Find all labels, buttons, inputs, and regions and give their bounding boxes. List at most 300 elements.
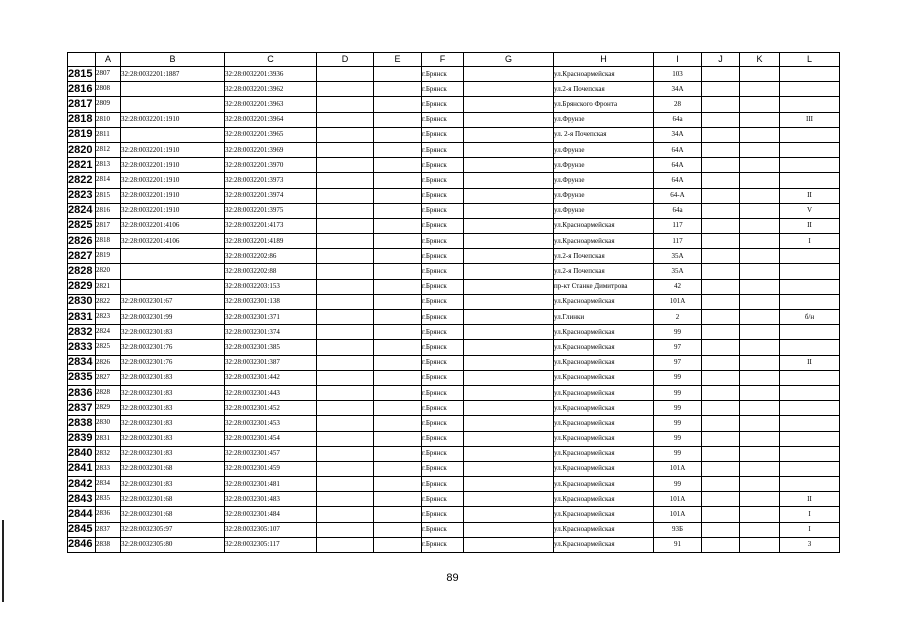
column-header-j[interactable]: J	[702, 53, 740, 67]
cell-c[interactable]: 32:28:0032201:3965	[225, 127, 317, 142]
cell-c[interactable]: 32:28:0032201:3936	[225, 67, 317, 82]
row-number[interactable]: 2844	[68, 507, 96, 522]
cell-d[interactable]	[317, 416, 374, 431]
cell-h[interactable]: ул.Красноармейская	[554, 507, 654, 522]
cell-l[interactable]	[780, 97, 840, 112]
cell-e[interactable]	[374, 370, 422, 385]
cell-k[interactable]	[740, 127, 780, 142]
cell-f[interactable]: г.Брянск	[422, 218, 464, 233]
cell-i[interactable]: 91	[654, 537, 702, 552]
cell-j[interactable]	[702, 188, 740, 203]
cell-a[interactable]: 2822	[96, 294, 121, 309]
cell-e[interactable]	[374, 325, 422, 340]
cell-d[interactable]	[317, 188, 374, 203]
cell-g[interactable]	[464, 461, 554, 476]
cell-g[interactable]	[464, 97, 554, 112]
cell-l[interactable]	[780, 127, 840, 142]
cell-j[interactable]	[702, 173, 740, 188]
cell-f[interactable]: г.Брянск	[422, 416, 464, 431]
cell-d[interactable]	[317, 401, 374, 416]
cell-i[interactable]: 117	[654, 218, 702, 233]
cell-d[interactable]	[317, 492, 374, 507]
cell-e[interactable]	[374, 492, 422, 507]
cell-a[interactable]: 2810	[96, 112, 121, 127]
cell-c[interactable]: 32:28:0032301:459	[225, 461, 317, 476]
cell-e[interactable]	[374, 158, 422, 173]
row-number[interactable]: 2846	[68, 537, 96, 552]
cell-c[interactable]: 32:28:0032305:117	[225, 537, 317, 552]
cell-a[interactable]: 2832	[96, 446, 121, 461]
row-number[interactable]: 2843	[68, 492, 96, 507]
cell-f[interactable]: г.Брянск	[422, 507, 464, 522]
row-number[interactable]: 2831	[68, 310, 96, 325]
cell-d[interactable]	[317, 218, 374, 233]
cell-j[interactable]	[702, 340, 740, 355]
cell-c[interactable]: 32:28:0032201:3974	[225, 188, 317, 203]
cell-d[interactable]	[317, 279, 374, 294]
cell-k[interactable]	[740, 537, 780, 552]
cell-f[interactable]: г.Брянск	[422, 173, 464, 188]
cell-h[interactable]: ул.Красноармейская	[554, 537, 654, 552]
cell-e[interactable]	[374, 203, 422, 218]
cell-e[interactable]	[374, 507, 422, 522]
row-number[interactable]: 2816	[68, 82, 96, 97]
cell-e[interactable]	[374, 537, 422, 552]
cell-l[interactable]	[780, 325, 840, 340]
cell-i[interactable]: 99	[654, 385, 702, 400]
row-number[interactable]: 2830	[68, 294, 96, 309]
cell-d[interactable]	[317, 67, 374, 82]
cell-f[interactable]: г.Брянск	[422, 522, 464, 537]
cell-h[interactable]: ул.Красноармейская	[554, 355, 654, 370]
cell-g[interactable]	[464, 446, 554, 461]
cell-g[interactable]	[464, 294, 554, 309]
cell-k[interactable]	[740, 158, 780, 173]
cell-e[interactable]	[374, 294, 422, 309]
corner-cell[interactable]	[68, 53, 96, 67]
cell-g[interactable]	[464, 537, 554, 552]
cell-g[interactable]	[464, 127, 554, 142]
cell-h[interactable]: ул. 2-я Почепская	[554, 127, 654, 142]
cell-j[interactable]	[702, 97, 740, 112]
cell-j[interactable]	[702, 385, 740, 400]
cell-g[interactable]	[464, 173, 554, 188]
cell-h[interactable]: пр-кт Станке Димитрова	[554, 279, 654, 294]
row-number[interactable]: 2820	[68, 142, 96, 157]
cell-l[interactable]: I	[780, 234, 840, 249]
cell-h[interactable]: ул.Красноармейская	[554, 522, 654, 537]
row-number[interactable]: 2838	[68, 416, 96, 431]
cell-c[interactable]: 32:28:0032301:454	[225, 431, 317, 446]
cell-b[interactable]: 32:28:0032301:67	[121, 294, 225, 309]
cell-c[interactable]: 32:28:0032301:442	[225, 370, 317, 385]
cell-h[interactable]: ул.Фрунзе	[554, 158, 654, 173]
cell-b[interactable]: 32:28:0032301:83	[121, 416, 225, 431]
cell-e[interactable]	[374, 446, 422, 461]
cell-d[interactable]	[317, 477, 374, 492]
cell-j[interactable]	[702, 522, 740, 537]
row-number[interactable]: 2832	[68, 325, 96, 340]
cell-a[interactable]: 2818	[96, 234, 121, 249]
cell-a[interactable]: 2817	[96, 218, 121, 233]
cell-f[interactable]: г.Брянск	[422, 492, 464, 507]
cell-i[interactable]: 101А	[654, 461, 702, 476]
cell-k[interactable]	[740, 249, 780, 264]
cell-l[interactable]	[780, 401, 840, 416]
cell-a[interactable]: 2820	[96, 264, 121, 279]
cell-l[interactable]: б/н	[780, 310, 840, 325]
row-number[interactable]: 2836	[68, 385, 96, 400]
cell-e[interactable]	[374, 385, 422, 400]
cell-k[interactable]	[740, 142, 780, 157]
cell-j[interactable]	[702, 203, 740, 218]
cell-b[interactable]: 32:28:0032301:83	[121, 401, 225, 416]
cell-l[interactable]	[780, 158, 840, 173]
cell-b[interactable]: 32:28:0032201:1910	[121, 158, 225, 173]
row-number[interactable]: 2825	[68, 218, 96, 233]
cell-k[interactable]	[740, 294, 780, 309]
cell-c[interactable]: 32:28:0032301:453	[225, 416, 317, 431]
cell-b[interactable]: 32:28:0032201:1910	[121, 188, 225, 203]
cell-g[interactable]	[464, 492, 554, 507]
cell-i[interactable]: 99	[654, 431, 702, 446]
cell-k[interactable]	[740, 188, 780, 203]
cell-f[interactable]: г.Брянск	[422, 446, 464, 461]
column-header-i[interactable]: I	[654, 53, 702, 67]
cell-l[interactable]	[780, 370, 840, 385]
cell-j[interactable]	[702, 355, 740, 370]
cell-g[interactable]	[464, 249, 554, 264]
cell-a[interactable]: 2813	[96, 158, 121, 173]
cell-j[interactable]	[702, 279, 740, 294]
cell-b[interactable]: 32:28:0032201:1910	[121, 112, 225, 127]
cell-c[interactable]: 32:28:0032301:385	[225, 340, 317, 355]
row-number[interactable]: 2815	[68, 67, 96, 82]
cell-d[interactable]	[317, 264, 374, 279]
cell-e[interactable]	[374, 173, 422, 188]
cell-j[interactable]	[702, 370, 740, 385]
cell-f[interactable]: г.Брянск	[422, 203, 464, 218]
cell-g[interactable]	[464, 234, 554, 249]
cell-l[interactable]	[780, 67, 840, 82]
cell-l[interactable]	[780, 142, 840, 157]
cell-k[interactable]	[740, 82, 780, 97]
cell-c[interactable]: 32:28:0032301:387	[225, 355, 317, 370]
cell-d[interactable]	[317, 294, 374, 309]
cell-j[interactable]	[702, 537, 740, 552]
cell-f[interactable]: г.Брянск	[422, 82, 464, 97]
cell-i[interactable]: 35А	[654, 264, 702, 279]
cell-d[interactable]	[317, 507, 374, 522]
cell-h[interactable]: ул.2-я Почепская	[554, 82, 654, 97]
cell-f[interactable]: г.Брянск	[422, 279, 464, 294]
cell-f[interactable]: г.Брянск	[422, 127, 464, 142]
row-number[interactable]: 2840	[68, 446, 96, 461]
cell-a[interactable]: 2815	[96, 188, 121, 203]
row-number[interactable]: 2819	[68, 127, 96, 142]
cell-e[interactable]	[374, 97, 422, 112]
cell-j[interactable]	[702, 249, 740, 264]
cell-d[interactable]	[317, 310, 374, 325]
cell-f[interactable]: г.Брянск	[422, 188, 464, 203]
cell-l[interactable]	[780, 264, 840, 279]
cell-l[interactable]	[780, 249, 840, 264]
cell-d[interactable]	[317, 249, 374, 264]
cell-b[interactable]: 32:28:0032301:83	[121, 370, 225, 385]
cell-a[interactable]: 2835	[96, 492, 121, 507]
cell-c[interactable]: 32:28:0032201:4173	[225, 218, 317, 233]
cell-h[interactable]: ул.Красноармейская	[554, 218, 654, 233]
cell-d[interactable]	[317, 340, 374, 355]
cell-b[interactable]: 32:28:0032301:68	[121, 507, 225, 522]
cell-h[interactable]: ул.2-я Почепская	[554, 249, 654, 264]
cell-b[interactable]: 32:28:0032301:76	[121, 340, 225, 355]
cell-h[interactable]: ул.Красноармейская	[554, 370, 654, 385]
column-header-e[interactable]: E	[374, 53, 422, 67]
cell-a[interactable]: 2825	[96, 340, 121, 355]
cell-g[interactable]	[464, 82, 554, 97]
cell-f[interactable]: г.Брянск	[422, 112, 464, 127]
cell-i[interactable]: 64-А	[654, 188, 702, 203]
cell-d[interactable]	[317, 537, 374, 552]
cell-h[interactable]: ул.Фрунзе	[554, 173, 654, 188]
cell-j[interactable]	[702, 507, 740, 522]
cell-d[interactable]	[317, 446, 374, 461]
cell-g[interactable]	[464, 522, 554, 537]
cell-k[interactable]	[740, 416, 780, 431]
cell-g[interactable]	[464, 158, 554, 173]
cell-a[interactable]: 2807	[96, 67, 121, 82]
cell-a[interactable]: 2808	[96, 82, 121, 97]
cell-e[interactable]	[374, 340, 422, 355]
cell-j[interactable]	[702, 416, 740, 431]
cell-g[interactable]	[464, 142, 554, 157]
column-header-g[interactable]: G	[464, 53, 554, 67]
cell-g[interactable]	[464, 112, 554, 127]
cell-g[interactable]	[464, 355, 554, 370]
cell-j[interactable]	[702, 82, 740, 97]
cell-l[interactable]	[780, 173, 840, 188]
cell-j[interactable]	[702, 446, 740, 461]
cell-j[interactable]	[702, 492, 740, 507]
cell-g[interactable]	[464, 279, 554, 294]
cell-g[interactable]	[464, 401, 554, 416]
cell-h[interactable]: ул.Красноармейская	[554, 385, 654, 400]
cell-k[interactable]	[740, 279, 780, 294]
cell-g[interactable]	[464, 325, 554, 340]
cell-l[interactable]	[780, 279, 840, 294]
cell-e[interactable]	[374, 82, 422, 97]
cell-e[interactable]	[374, 249, 422, 264]
cell-a[interactable]: 2834	[96, 477, 121, 492]
cell-k[interactable]	[740, 355, 780, 370]
cell-b[interactable]: 32:28:0032301:99	[121, 310, 225, 325]
cell-f[interactable]: г.Брянск	[422, 264, 464, 279]
cell-a[interactable]: 2836	[96, 507, 121, 522]
cell-j[interactable]	[702, 218, 740, 233]
row-number[interactable]: 2824	[68, 203, 96, 218]
cell-b[interactable]: 32:28:0032301:68	[121, 492, 225, 507]
cell-i[interactable]: 93Б	[654, 522, 702, 537]
cell-a[interactable]: 2826	[96, 355, 121, 370]
cell-f[interactable]: г.Брянск	[422, 477, 464, 492]
cell-a[interactable]: 2827	[96, 370, 121, 385]
cell-i[interactable]: 117	[654, 234, 702, 249]
cell-b[interactable]: 32:28:0032305:97	[121, 522, 225, 537]
cell-b[interactable]	[121, 97, 225, 112]
column-header-h[interactable]: H	[554, 53, 654, 67]
cell-a[interactable]: 2809	[96, 97, 121, 112]
cell-b[interactable]	[121, 264, 225, 279]
cell-i[interactable]: 64а	[654, 112, 702, 127]
cell-l[interactable]: II	[780, 188, 840, 203]
cell-k[interactable]	[740, 97, 780, 112]
cell-l[interactable]: I	[780, 507, 840, 522]
cell-a[interactable]: 2821	[96, 279, 121, 294]
cell-f[interactable]: г.Брянск	[422, 355, 464, 370]
cell-i[interactable]: 103	[654, 67, 702, 82]
cell-i[interactable]: 34А	[654, 82, 702, 97]
cell-h[interactable]: ул.Брянского Фронта	[554, 97, 654, 112]
cell-c[interactable]: 32:28:0032301:443	[225, 385, 317, 400]
cell-k[interactable]	[740, 340, 780, 355]
cell-g[interactable]	[464, 203, 554, 218]
cell-e[interactable]	[374, 142, 422, 157]
cell-h[interactable]: ул.Красноармейская	[554, 431, 654, 446]
cell-a[interactable]: 2830	[96, 416, 121, 431]
cell-a[interactable]: 2811	[96, 127, 121, 142]
cell-g[interactable]	[464, 477, 554, 492]
cell-a[interactable]: 2829	[96, 401, 121, 416]
cell-f[interactable]: г.Брянск	[422, 294, 464, 309]
cell-i[interactable]: 28	[654, 97, 702, 112]
cell-b[interactable]: 32:28:0032301:68	[121, 461, 225, 476]
cell-d[interactable]	[317, 142, 374, 157]
cell-h[interactable]: ул.Красноармейская	[554, 416, 654, 431]
cell-e[interactable]	[374, 522, 422, 537]
cell-d[interactable]	[317, 461, 374, 476]
cell-b[interactable]: 32:28:0032301:83	[121, 325, 225, 340]
cell-l[interactable]: II	[780, 492, 840, 507]
cell-d[interactable]	[317, 97, 374, 112]
cell-b[interactable]: 32:28:0032201:1910	[121, 142, 225, 157]
cell-b[interactable]: 32:28:0032301:83	[121, 431, 225, 446]
cell-h[interactable]: ул.Красноармейская	[554, 67, 654, 82]
cell-e[interactable]	[374, 234, 422, 249]
cell-l[interactable]	[780, 82, 840, 97]
cell-k[interactable]	[740, 310, 780, 325]
cell-j[interactable]	[702, 67, 740, 82]
cell-h[interactable]: ул.Красноармейская	[554, 477, 654, 492]
cell-a[interactable]: 2819	[96, 249, 121, 264]
cell-d[interactable]	[317, 234, 374, 249]
cell-i[interactable]: 99	[654, 477, 702, 492]
row-number[interactable]: 2845	[68, 522, 96, 537]
cell-e[interactable]	[374, 355, 422, 370]
cell-c[interactable]: 32:28:0032301:457	[225, 446, 317, 461]
cell-b[interactable]: 32:28:0032301:83	[121, 385, 225, 400]
cell-c[interactable]: 32:28:0032201:3962	[225, 82, 317, 97]
cell-h[interactable]: ул.Красноармейская	[554, 492, 654, 507]
cell-i[interactable]: 64А	[654, 142, 702, 157]
cell-e[interactable]	[374, 218, 422, 233]
cell-k[interactable]	[740, 492, 780, 507]
cell-i[interactable]: 64а	[654, 203, 702, 218]
cell-c[interactable]: 32:28:0032202:88	[225, 264, 317, 279]
cell-e[interactable]	[374, 477, 422, 492]
row-number[interactable]: 2841	[68, 461, 96, 476]
cell-h[interactable]: ул.2-я Почепская	[554, 264, 654, 279]
cell-b[interactable]: 32:28:0032201:1887	[121, 67, 225, 82]
cell-l[interactable]: V	[780, 203, 840, 218]
cell-g[interactable]	[464, 218, 554, 233]
cell-f[interactable]: г.Брянск	[422, 385, 464, 400]
cell-e[interactable]	[374, 112, 422, 127]
cell-h[interactable]: ул.Фрунзе	[554, 142, 654, 157]
cell-d[interactable]	[317, 127, 374, 142]
cell-i[interactable]: 101А	[654, 507, 702, 522]
cell-e[interactable]	[374, 431, 422, 446]
cell-i[interactable]: 2	[654, 310, 702, 325]
cell-l[interactable]	[780, 446, 840, 461]
cell-h[interactable]: ул.Красноармейская	[554, 401, 654, 416]
cell-j[interactable]	[702, 264, 740, 279]
cell-k[interactable]	[740, 112, 780, 127]
cell-h[interactable]: ул.Фрунзе	[554, 188, 654, 203]
cell-e[interactable]	[374, 127, 422, 142]
cell-i[interactable]: 101А	[654, 294, 702, 309]
cell-a[interactable]: 2812	[96, 142, 121, 157]
cell-c[interactable]: 32:28:0032301:483	[225, 492, 317, 507]
row-number[interactable]: 2839	[68, 431, 96, 446]
cell-i[interactable]: 101А	[654, 492, 702, 507]
cell-g[interactable]	[464, 67, 554, 82]
cell-c[interactable]: 32:28:0032301:374	[225, 325, 317, 340]
cell-l[interactable]: II	[780, 355, 840, 370]
cell-k[interactable]	[740, 385, 780, 400]
cell-f[interactable]: г.Брянск	[422, 401, 464, 416]
cell-h[interactable]: ул.Красноармейская	[554, 234, 654, 249]
cell-i[interactable]: 35А	[654, 249, 702, 264]
cell-f[interactable]: г.Брянск	[422, 431, 464, 446]
cell-e[interactable]	[374, 310, 422, 325]
cell-b[interactable]: 32:28:0032305:80	[121, 537, 225, 552]
cell-c[interactable]: 32:28:0032305:107	[225, 522, 317, 537]
cell-c[interactable]: 32:28:0032201:4189	[225, 234, 317, 249]
cell-f[interactable]: г.Брянск	[422, 325, 464, 340]
cell-f[interactable]: г.Брянск	[422, 158, 464, 173]
cell-j[interactable]	[702, 431, 740, 446]
cell-k[interactable]	[740, 461, 780, 476]
cell-d[interactable]	[317, 355, 374, 370]
cell-c[interactable]: 32:28:0032201:3973	[225, 173, 317, 188]
cell-c[interactable]: 32:28:0032202:86	[225, 249, 317, 264]
cell-f[interactable]: г.Брянск	[422, 310, 464, 325]
cell-d[interactable]	[317, 370, 374, 385]
cell-l[interactable]	[780, 340, 840, 355]
cell-f[interactable]: г.Брянск	[422, 234, 464, 249]
cell-d[interactable]	[317, 82, 374, 97]
cell-i[interactable]: 99	[654, 325, 702, 340]
cell-a[interactable]: 2816	[96, 203, 121, 218]
cell-f[interactable]: г.Брянск	[422, 461, 464, 476]
cell-f[interactable]: г.Брянск	[422, 249, 464, 264]
cell-l[interactable]: III	[780, 112, 840, 127]
row-number[interactable]: 2826	[68, 234, 96, 249]
cell-j[interactable]	[702, 158, 740, 173]
cell-f[interactable]: г.Брянск	[422, 370, 464, 385]
cell-i[interactable]: 99	[654, 401, 702, 416]
